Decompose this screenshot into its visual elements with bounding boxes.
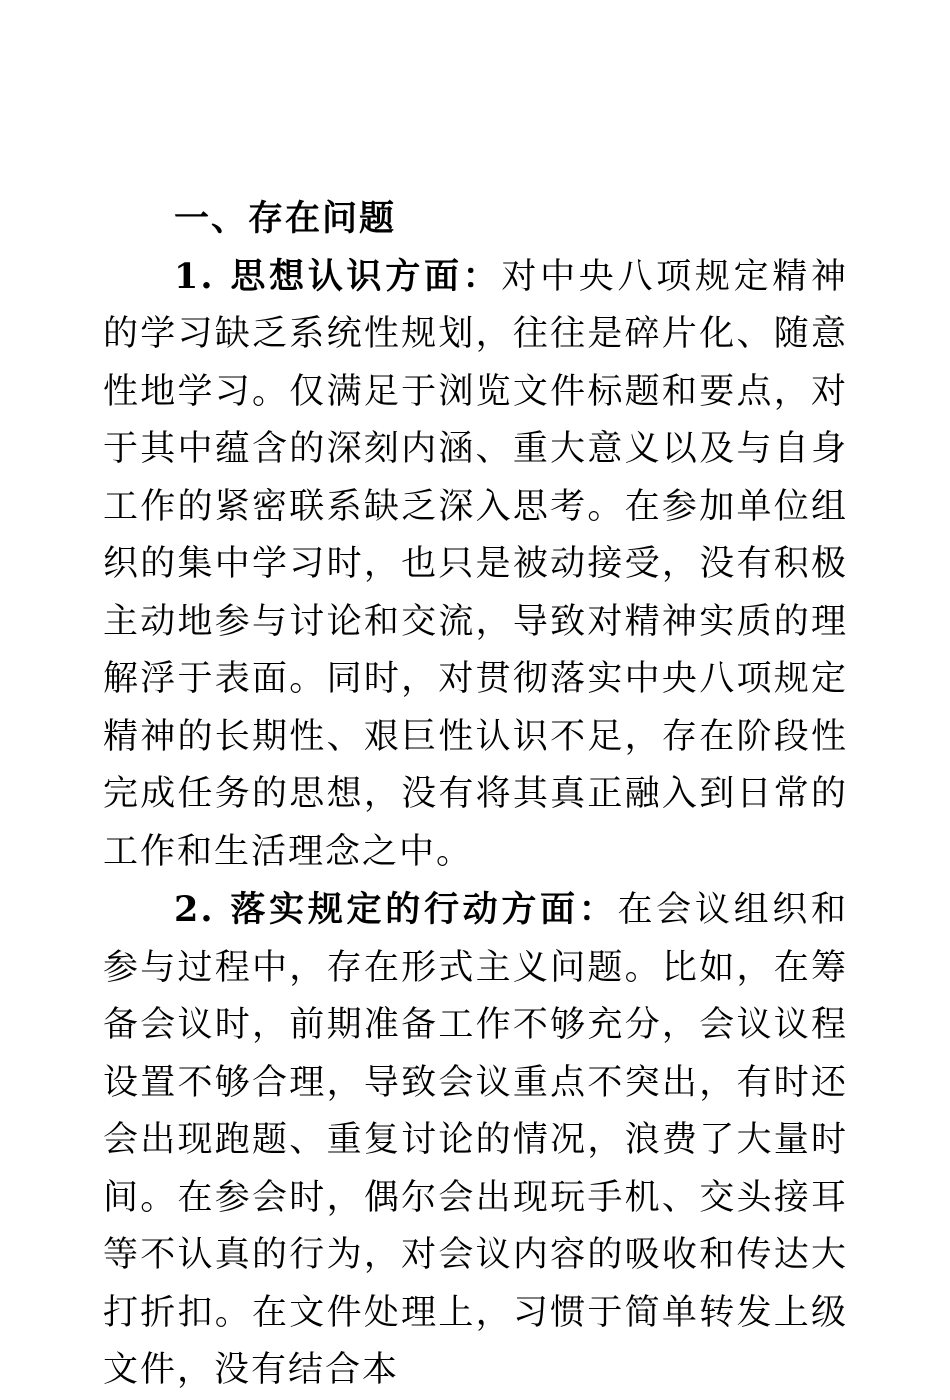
paragraph-action <box>103 881 848 1400</box>
paragraph-lead: 1. 思想认识方面： <box>174 255 502 297</box>
paragraph-lead: 2. 落实规定的行动方面： <box>174 889 618 930</box>
paragraph-text: 在会议组织和参与过程中，存在形式主义问题。比如，在筹备会议时，前期准备工作不够充分，会议议程设置不够合理，导致会议重点不突出，有时还会出现跑题、重复讨论的情况，浪费了大量时间。在参会时，偶尔会出现玩手机、交头接耳等不认真的行为，对会议内容的吸收和传达大打折扣。在文件处理上，习惯于简单转发上级文件，没有结合本 <box>103 890 848 1390</box>
document-body <box>103 190 848 1400</box>
paragraph-text: 对中央八项规定精神的学习缺乏系统性规划，往往是碎片化、随意性地学习。仅满足于浏览文件标题和要点，对于其中蕴含的深刻内涵、重大意义以及与自身工作的紧密联系缺乏深入思考。在参加单位组织的集中学习时，也只是被动接受，没有积极主动地参与讨论和交流，导致对精神实质的理解浮于表面。同时，对贯彻落实中央八项规定精神的长期性、艰巨性认识不足，存在阶段性完成任务的思想，没有将其真正融入到日常的工作和生活理念之中。 <box>103 256 848 872</box>
section-heading: 一、存在问题 <box>174 198 397 239</box>
paragraph-thinking <box>103 248 848 882</box>
